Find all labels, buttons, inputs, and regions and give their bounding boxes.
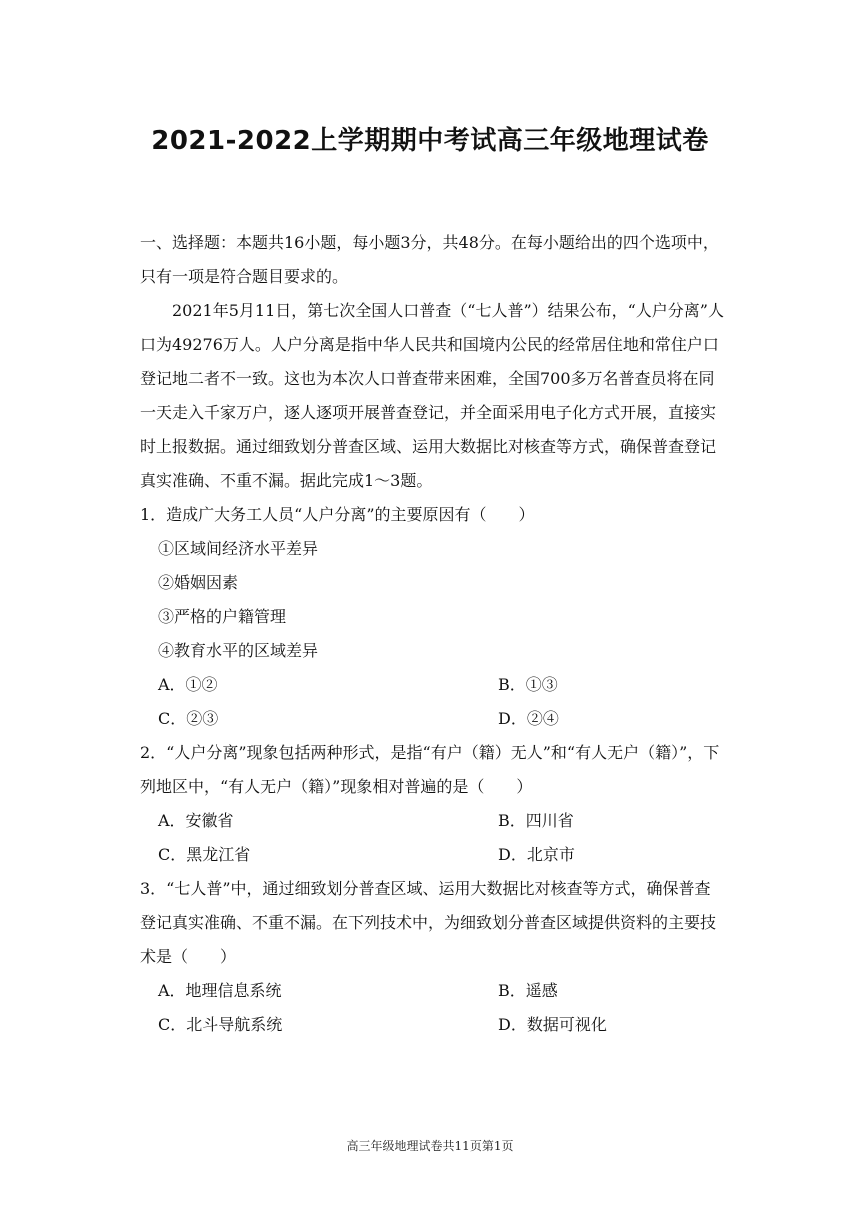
statement-item: ③严格的户籍管理 (158, 607, 287, 626)
options-row (140, 974, 726, 1008)
question-3 (140, 872, 726, 1042)
statement-item: ①区域间经济水平差异 (158, 539, 319, 558)
question-stem: 2．“人户分离”现象包括两种形式，是指“有户（籍）无人”和“有人无户（籍）”，下列地区中，“有人无户（籍）”现象相对普遍的是（ ） (140, 743, 720, 796)
question-1 (140, 498, 726, 736)
section-instructions: 一、选择题：本题共16小题，每小题3分，共48分。在每小题给出的四个选项中，只有一项是符合题目要求的。 (140, 233, 719, 286)
question-stem: 1．造成广大务工人员“人户分离”的主要原因有（ ） (140, 505, 535, 524)
option-b: B．四川省 (498, 811, 574, 830)
option-d: D．北京市 (498, 845, 575, 864)
statement-item: ④教育水平的区域差异 (158, 641, 319, 660)
options-row (140, 1008, 726, 1042)
option-a: A．①② (158, 675, 218, 694)
question-stem: 3．“七人普”中，通过细致划分普查区域、运用大数据比对核查等方式，确保普查登记真实准确、不重不漏。在下列技术中，为细致划分普查区域提供资料的主要技术是（ ） (140, 879, 717, 966)
statement-item: ②婚姻因素 (158, 573, 239, 592)
option-c: C．②③ (158, 709, 219, 728)
page-title: 2021-2022上学期期中考试高三年级地理试卷 (151, 126, 709, 156)
option-b: B．①③ (498, 675, 558, 694)
option-d: D．数据可视化 (498, 1015, 607, 1034)
page-footer: 高三年级地理试卷共11页第1页 (346, 1139, 514, 1153)
reading-passage: 2021年5月11日，第七次全国人口普查（“七人普”）结果公布，“人户分离”人口为49276万人。人户分离是指中华人民共和国境内公民的经常居住地和常住户口登记地二者不一致。这也为本次人口普查带来困难，全国700多万名普查员将在同一天走入千家万户，逐人逐项开展普查登记，并全面采用电子化方式开展，直接实时上报数据。通过细致划分普查区域、运用大数据比对核查等方式，确保普查登记真实准确、不重不漏。据此完成1～3题。 (140, 301, 724, 490)
option-c: C．黑龙江省 (158, 845, 251, 864)
question-2 (140, 736, 726, 872)
options-row (140, 804, 726, 838)
option-c: C．北斗导航系统 (158, 1015, 283, 1034)
option-a: A．地理信息系统 (158, 981, 282, 1000)
option-d: D．②④ (498, 709, 559, 728)
option-a: A．安徽省 (158, 811, 234, 830)
options-row (140, 702, 726, 736)
options-row (140, 838, 726, 872)
option-b: B．遥感 (498, 981, 558, 1000)
exam-content (140, 226, 726, 1042)
options-row (140, 668, 726, 702)
